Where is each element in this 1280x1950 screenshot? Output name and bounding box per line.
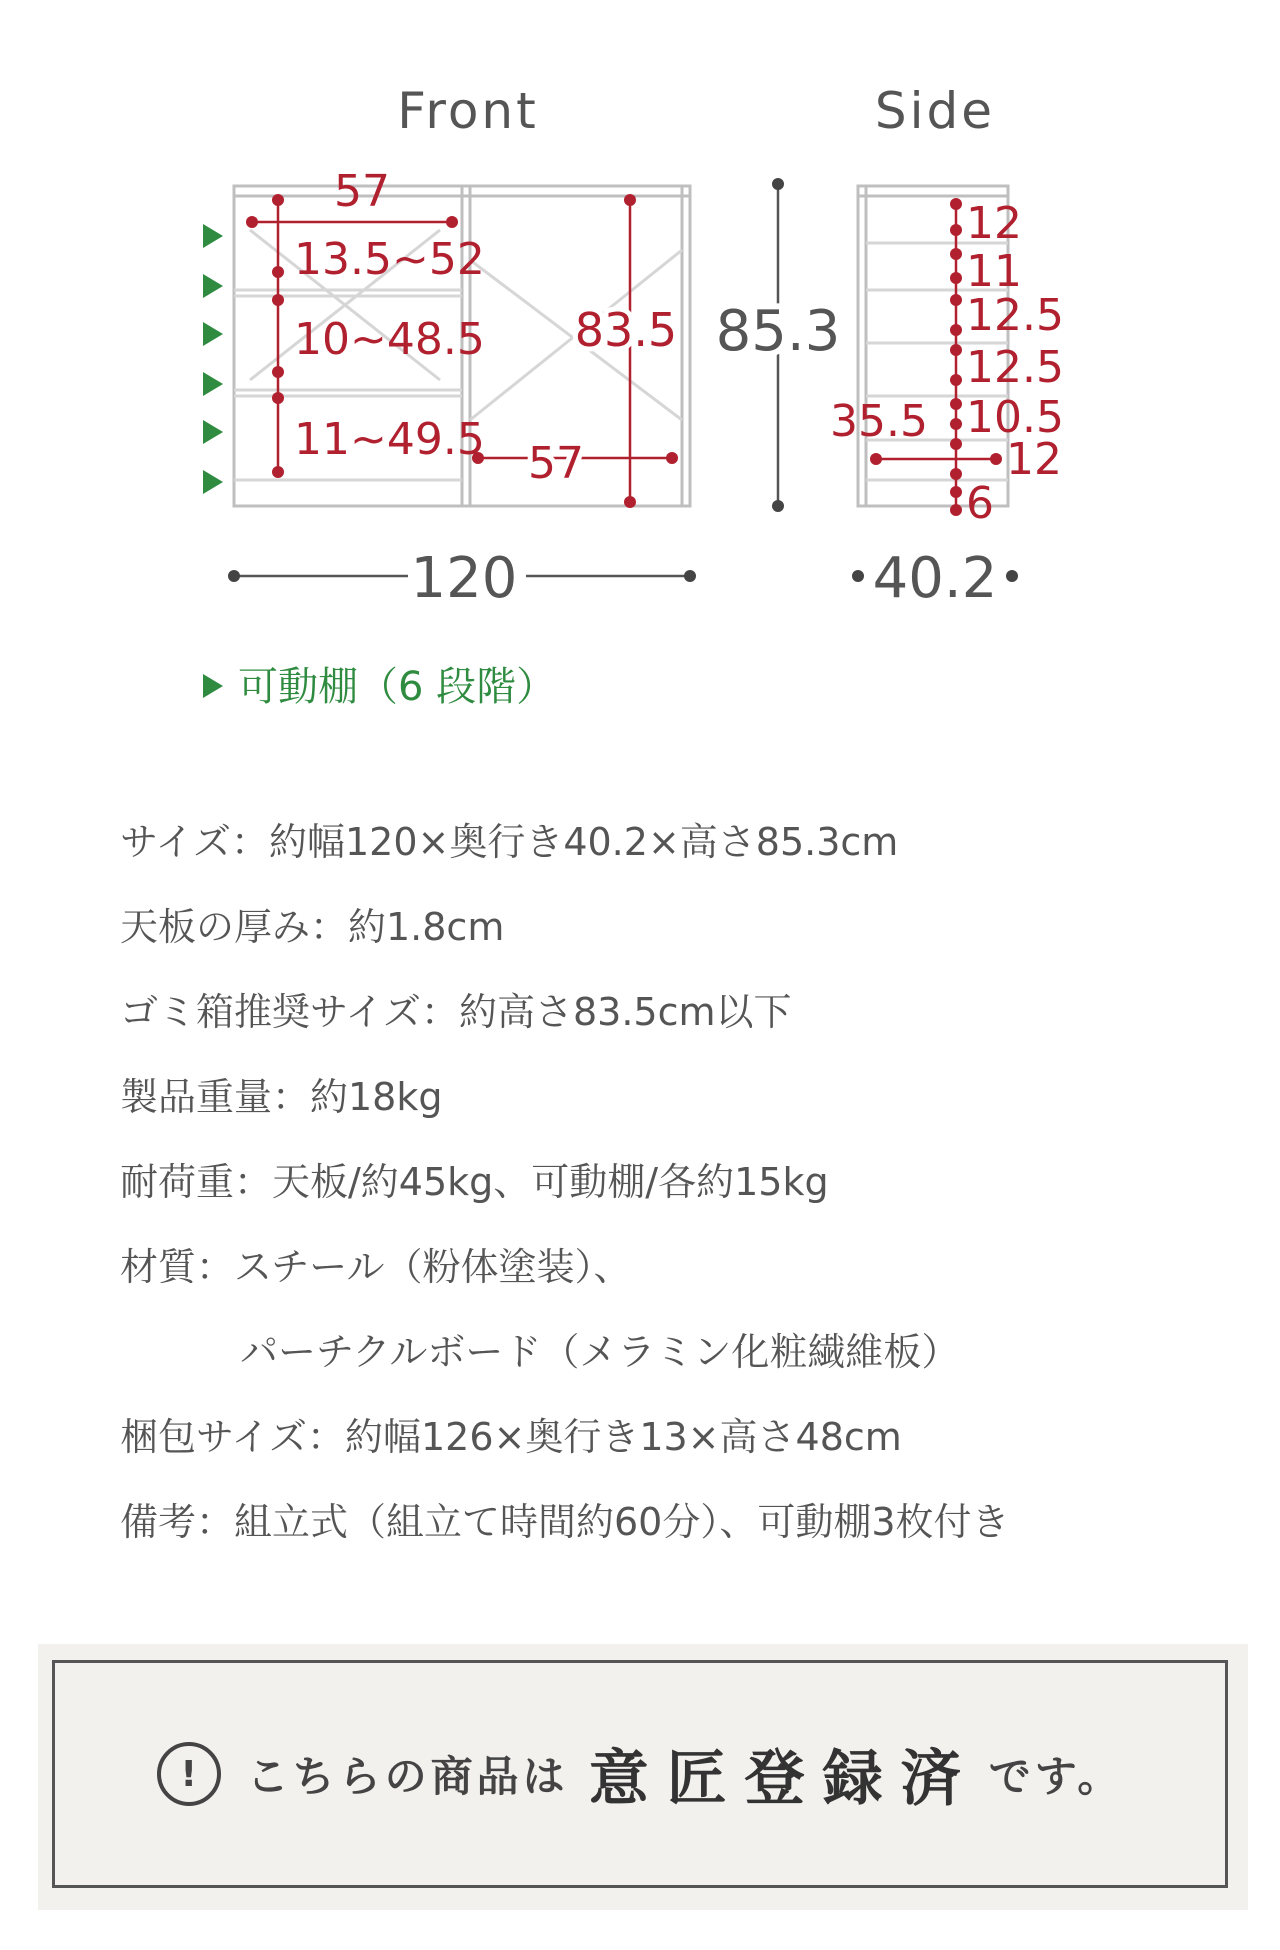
- side-dim-label-5: 10.5: [966, 392, 1064, 443]
- shelf-height-label-2: 10~48.5: [294, 314, 485, 365]
- front-bottom-width-label: 57: [528, 438, 584, 489]
- side-dim-label-4: 12.5: [966, 342, 1064, 393]
- overall-height-label: 85.3: [715, 299, 841, 364]
- notice-text-pre: こちらの商品は: [246, 1752, 569, 1801]
- spec-line: 材質：スチール（粉体塗装）、: [120, 1245, 632, 1289]
- notice-text-strong: 意匠登録済: [588, 1744, 979, 1814]
- spec-line: 梱包サイズ：約幅126×奥行き13×高さ48cm: [120, 1415, 902, 1459]
- shelf-marker-4: [203, 372, 223, 396]
- side-view-title: Side: [874, 82, 996, 140]
- side-dim-label-3: 12.5: [966, 290, 1064, 341]
- spec-list: [120, 800, 1220, 1565]
- notice-panel: [38, 1644, 1248, 1910]
- shelf-marker-6: [203, 470, 223, 494]
- side-dim-label-2: 11: [966, 246, 1022, 297]
- shelf-marker-1: [203, 224, 223, 248]
- inner-height-label: 83.5: [574, 303, 678, 357]
- side-dim-label-1: 12: [966, 198, 1022, 249]
- side-depth-inner-label: 35.5: [830, 396, 928, 447]
- spec-line: パーチクルボード（メラミン化粧繊維板）: [240, 1330, 960, 1374]
- shelf-marker-5: [203, 420, 223, 444]
- exclamation-circle-icon: !: [157, 1742, 221, 1806]
- spec-line: 製品重量：約18kg: [120, 1075, 443, 1119]
- front-view-title: Front: [397, 82, 539, 140]
- side-dim-label-7: 6: [966, 478, 994, 529]
- shelf-marker-2: [203, 274, 223, 298]
- legend-label: 可動棚（6 段階）: [238, 664, 557, 710]
- front-top-width-label: 57: [334, 166, 390, 217]
- spec-line: 備考：組立式（組立て時間約60分）、可動棚3枚付き: [120, 1500, 1010, 1544]
- shelf-height-label-3: 11~49.5: [294, 414, 485, 465]
- notice-text-post: です。: [988, 1752, 1124, 1801]
- spec-line: 天板の厚み：約1.8cm: [120, 905, 505, 949]
- legend-marker: [203, 674, 223, 698]
- side-dim-label-6: 12: [1006, 434, 1062, 485]
- movable-shelf-markers: [203, 224, 223, 494]
- notice-box: [52, 1660, 1228, 1888]
- spec-line: ゴミ箱推奨サイズ：約高さ83.5cm以下: [120, 990, 792, 1034]
- spec-line: 耐荷重：天板/約45kg、可動棚/各約15kg: [120, 1160, 829, 1204]
- total-depth-label: 40.2: [872, 546, 998, 611]
- dimension-diagram: [0, 0, 1280, 760]
- total-width-label: 120: [410, 546, 518, 611]
- shelf-marker-3: [203, 322, 223, 346]
- shelf-height-label-1: 13.5~52: [294, 234, 485, 285]
- spec-line: サイズ：約幅120×奥行き40.2×高さ85.3cm: [120, 820, 899, 864]
